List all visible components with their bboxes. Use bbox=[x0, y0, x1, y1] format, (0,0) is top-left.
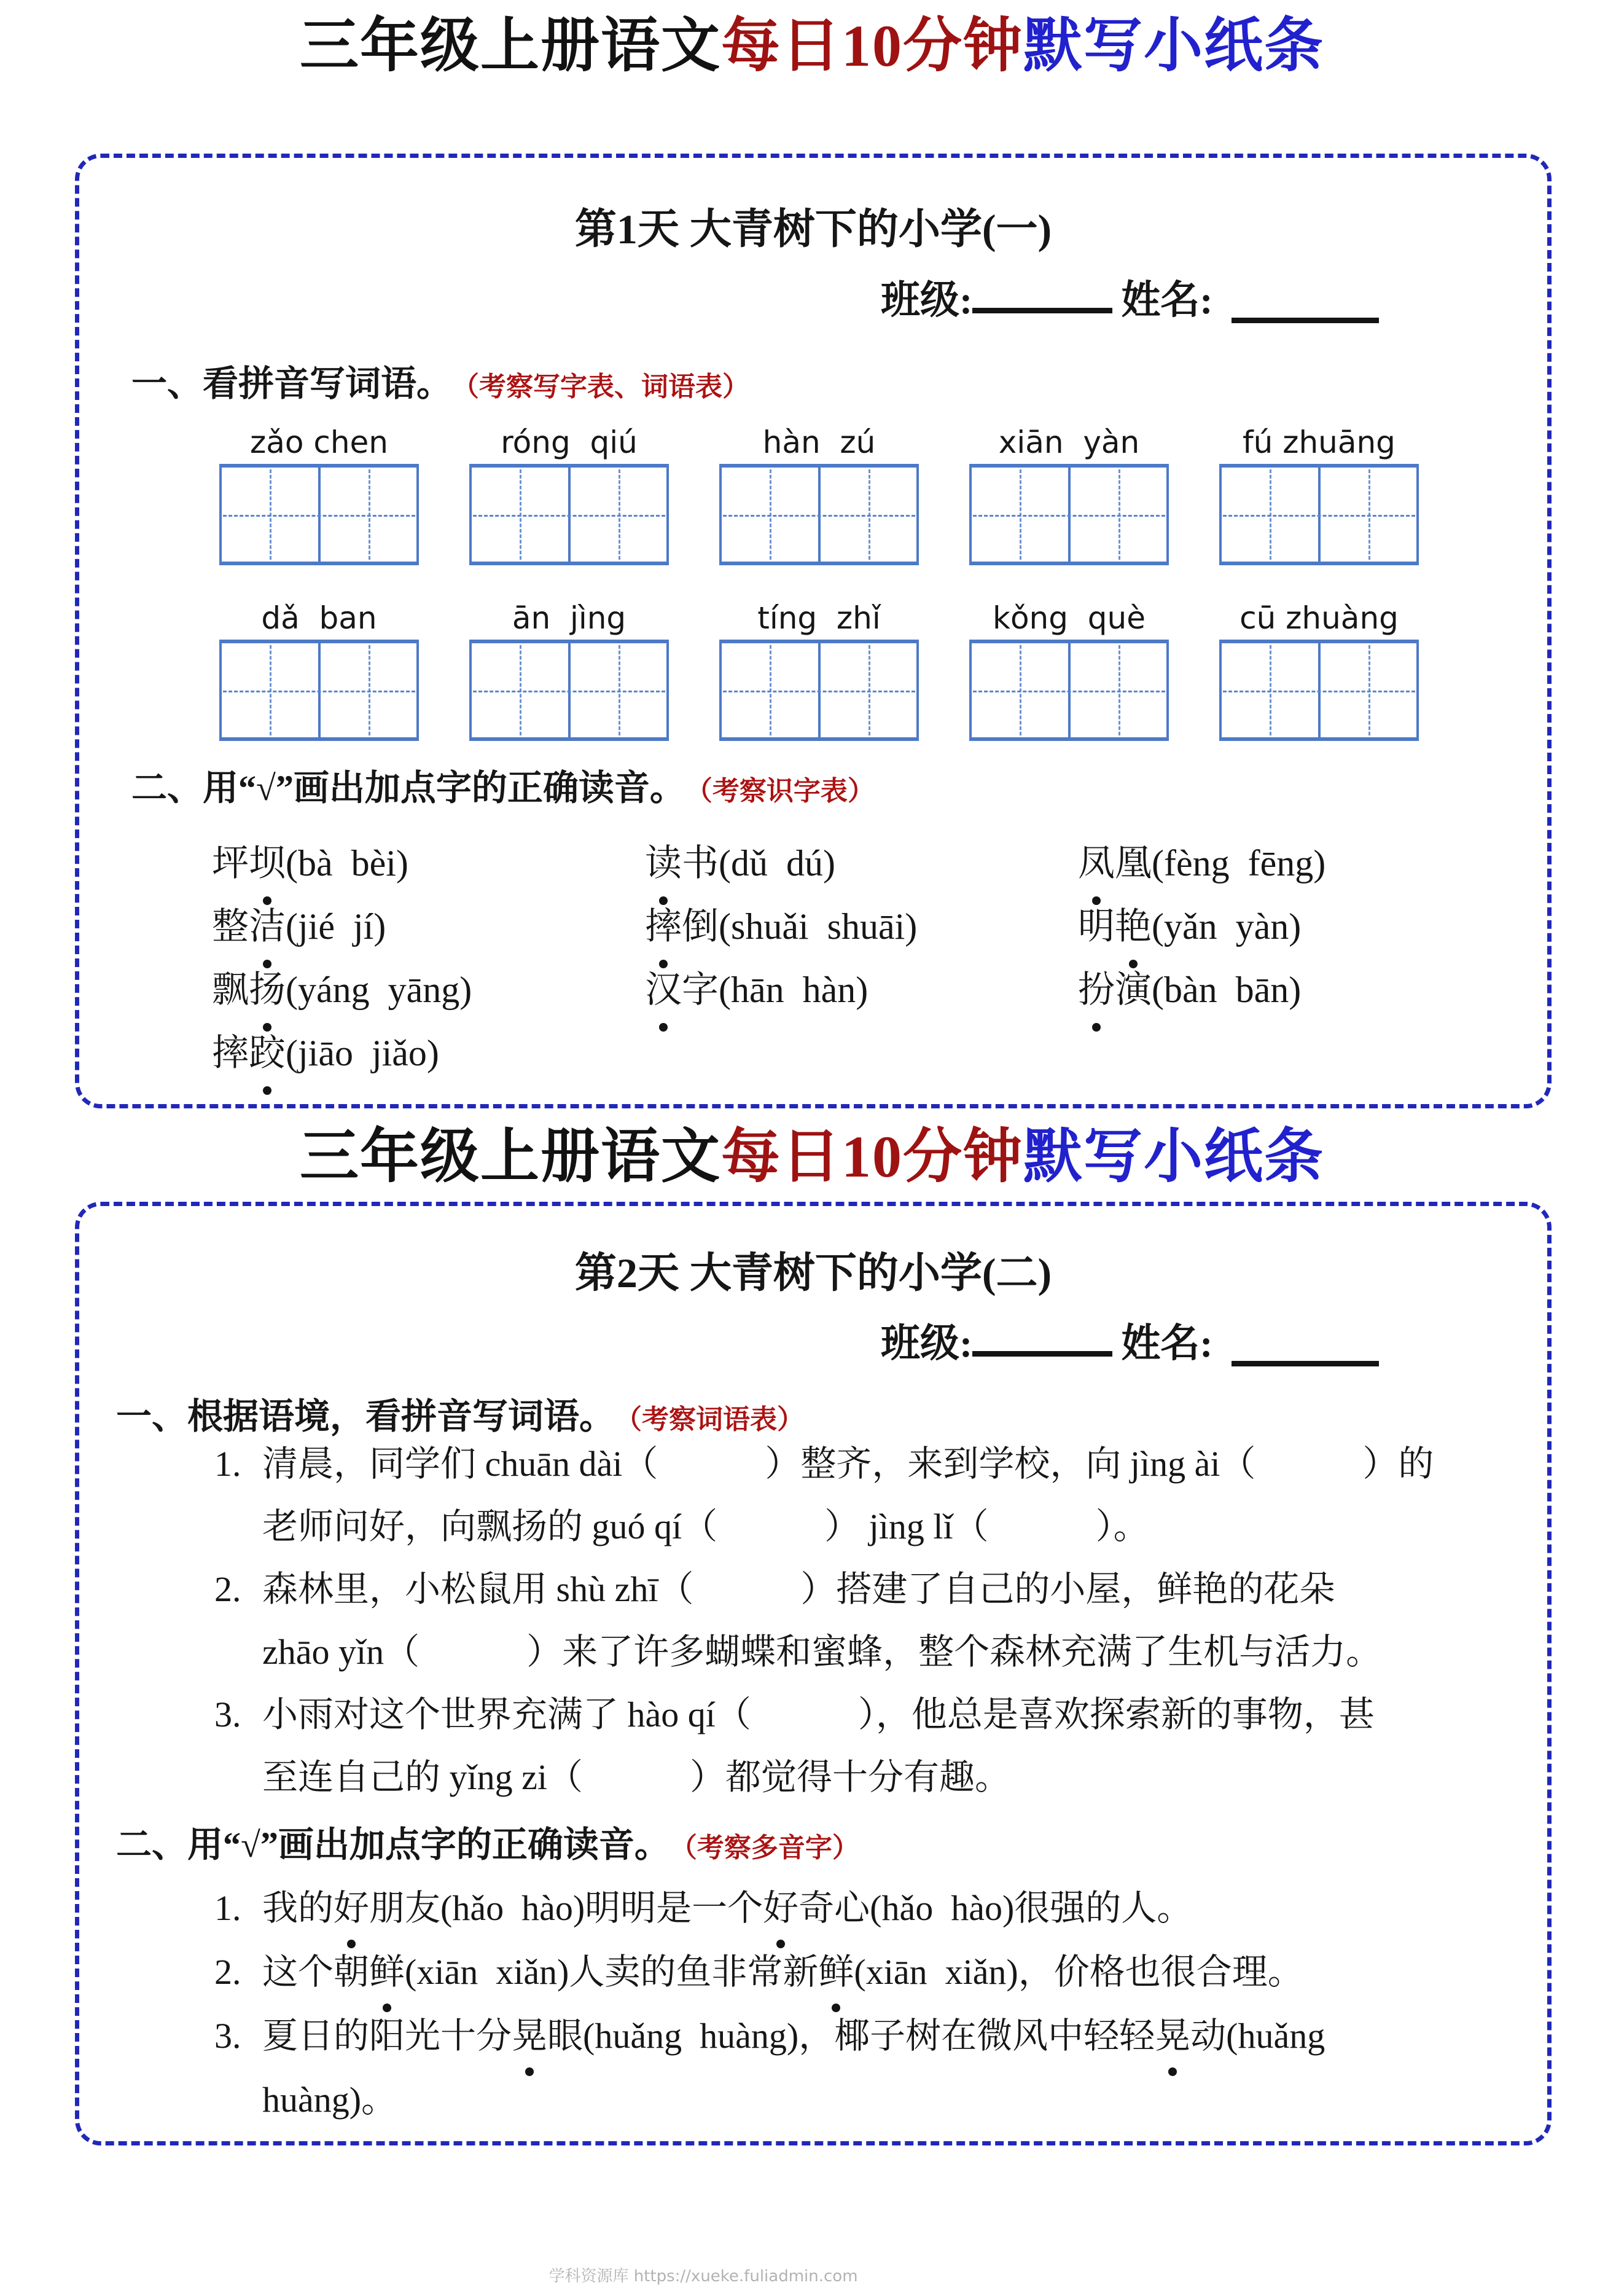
pinyin-label: zǎo chen bbox=[250, 425, 388, 460]
pronunciation-item bbox=[214, 2015, 1325, 2058]
writing-grid bbox=[219, 640, 419, 741]
page-title-1 bbox=[0, 14, 1624, 79]
tianzige-cell bbox=[472, 468, 568, 562]
word-pinyin-options: (yáng yāng) bbox=[286, 970, 472, 1010]
writing-grid bbox=[469, 640, 669, 741]
word-pinyin-options: 字(hān hàn) bbox=[682, 970, 869, 1010]
section2-heading: 二、用“√”画出加点字的正确读音。 bbox=[116, 1825, 670, 1865]
word-text: 明 bbox=[1078, 906, 1115, 947]
tianzige-cell bbox=[568, 468, 667, 562]
day1-word-items bbox=[212, 834, 1511, 1087]
writing-grid bbox=[969, 640, 1169, 741]
tianzige-cell bbox=[1222, 468, 1318, 562]
tianzige-cell bbox=[1222, 643, 1318, 737]
sentence-text: 至连自己的 yǐng zi（ ）都觉得十分有趣。 bbox=[262, 1757, 1010, 1797]
writing-grid bbox=[469, 464, 669, 565]
item-number: 2. bbox=[214, 1952, 241, 1992]
pinyin-label: xiān yàn bbox=[998, 425, 1140, 460]
dotted-char: 好 bbox=[763, 1887, 798, 1930]
section1-note: （考察词语表） bbox=[628, 1405, 805, 1435]
day1-section2-heading-row bbox=[131, 759, 875, 810]
writing-grid bbox=[1219, 464, 1419, 565]
worksheet-card-day2 bbox=[75, 1202, 1552, 2145]
sentence-text: 森林里，小松鼠用 shù zhī（ ）搭建了自己的小屋，鲜艳的花朵 bbox=[262, 1569, 1335, 1609]
dotted-char: 坝 bbox=[249, 834, 286, 887]
word-item bbox=[1078, 834, 1511, 897]
pinyin-group bbox=[719, 599, 919, 741]
worksheet-card-day1 bbox=[75, 154, 1552, 1108]
sentence-text: zhāo yǐn（ ）来了许多蝴蝶和蜜蜂，整个森林充满了生机与活力。 bbox=[262, 1632, 1382, 1672]
tianzige-cell bbox=[222, 468, 318, 562]
section2-heading: 二、用“√”画出加点字的正确读音。 bbox=[131, 768, 685, 808]
tianzige-cell bbox=[222, 643, 318, 737]
item-number: 1. bbox=[214, 1888, 241, 1928]
word-pinyin-options: 演(bàn bān) bbox=[1115, 970, 1302, 1010]
page-title-daily: 每日10分钟 bbox=[721, 1124, 1023, 1189]
day1-class-name-row bbox=[881, 268, 1379, 325]
tianzige-cell bbox=[472, 643, 568, 737]
word-pinyin-options: (jiāo jiǎo) bbox=[286, 1033, 439, 1073]
pronunciation-item bbox=[214, 1887, 1193, 1930]
pinyin-group bbox=[219, 599, 419, 741]
word-item bbox=[212, 897, 645, 960]
section1-note: （考察写字表、词语表） bbox=[466, 372, 750, 402]
word-item bbox=[212, 1024, 645, 1087]
class-label: 班级: bbox=[881, 1322, 973, 1365]
day2-title: 第2天 大青树下的小学(二) bbox=[574, 1250, 1052, 1296]
page-title-grade: 三年级上册语文 bbox=[300, 13, 721, 79]
word-pinyin-options: (yǎn yàn) bbox=[1152, 906, 1302, 947]
word-item bbox=[645, 897, 1078, 960]
item-text: (xiān xiǎn)人卖的鱼非常新 bbox=[405, 1952, 819, 1992]
pronunciation-item-continuation bbox=[262, 2079, 397, 2122]
pinyin-group bbox=[219, 423, 419, 565]
pinyin-grid-row-2 bbox=[219, 599, 1419, 741]
item-text: huàng)。 bbox=[262, 2080, 397, 2120]
word-item bbox=[1078, 960, 1511, 1024]
dotted-char: 洁 bbox=[249, 897, 286, 950]
pronunciation-item bbox=[214, 1951, 1303, 1994]
tianzige-cell bbox=[1068, 468, 1167, 562]
tianzige-cell bbox=[1068, 643, 1167, 737]
dotted-char: 晃 bbox=[1155, 2015, 1190, 2058]
dotted-char: 鲜 bbox=[818, 1951, 854, 1994]
page-title-dictation: 默写小纸条 bbox=[1023, 13, 1324, 79]
writing-grid bbox=[719, 464, 919, 565]
class-label: 班级: bbox=[881, 278, 973, 322]
pinyin-group bbox=[969, 599, 1169, 741]
pinyin-label: róng qiú bbox=[501, 425, 638, 460]
pinyin-group bbox=[469, 423, 669, 565]
item-text: 动(huǎng bbox=[1190, 2016, 1325, 2056]
writing-grid bbox=[719, 640, 919, 741]
sentence-line bbox=[214, 1568, 1335, 1611]
tianzige-cell bbox=[972, 468, 1068, 562]
item-text: (xiān xiǎn)，价格也很合理。 bbox=[854, 1952, 1303, 1992]
pinyin-label: ān jìng bbox=[512, 600, 627, 636]
dotted-char: 读 bbox=[645, 834, 682, 887]
page-title-daily: 每日10分钟 bbox=[721, 13, 1023, 79]
word-item bbox=[212, 960, 645, 1024]
item-text: 我的 bbox=[262, 1888, 334, 1928]
writing-grid bbox=[969, 464, 1169, 565]
word-pinyin-options: 倒(shuǎi shuāi) bbox=[682, 906, 918, 947]
pinyin-label: cū zhuàng bbox=[1239, 600, 1399, 636]
sentence-line bbox=[214, 1443, 1434, 1486]
dotted-char: 艳 bbox=[1115, 897, 1152, 950]
page-title-grade: 三年级上册语文 bbox=[300, 1124, 721, 1189]
section1-heading: 一、根据语境，看拼音写词语。 bbox=[116, 1397, 615, 1436]
dotted-char: 汉 bbox=[645, 960, 682, 1013]
word-pinyin-options: 凰(fèng fēng) bbox=[1115, 843, 1326, 884]
class-blank-line bbox=[972, 1318, 1112, 1357]
dotted-char: 好 bbox=[334, 1887, 369, 1930]
page-title-dictation: 默写小纸条 bbox=[1023, 1124, 1324, 1189]
word-pinyin-options: (jié jí) bbox=[286, 906, 386, 947]
page-title-2 bbox=[0, 1124, 1624, 1189]
item-text: 奇心(hǎo hào)很强的人。 bbox=[798, 1888, 1193, 1928]
class-blank-line bbox=[972, 275, 1112, 313]
sentence-text: 清晨，同学们 chuān dài（ ）整齐，来到学校，向 jìng ài（ ）的 bbox=[262, 1444, 1434, 1484]
tianzige-cell bbox=[568, 643, 667, 737]
dotted-char: 跤 bbox=[249, 1024, 286, 1076]
name-label: 姓名: bbox=[1121, 1322, 1213, 1365]
tianzige-cell bbox=[318, 643, 417, 737]
item-text: 朋友(hǎo hào)明明是一个 bbox=[369, 1888, 763, 1928]
word-text: 坪 bbox=[212, 843, 249, 884]
sentence-number: 3. bbox=[214, 1695, 241, 1734]
pinyin-grid-row-1 bbox=[219, 423, 1419, 565]
pinyin-label: dǎ ban bbox=[261, 600, 377, 636]
section2-note: （考察多音字） bbox=[683, 1833, 859, 1863]
day1-section1-heading-row bbox=[131, 355, 749, 406]
word-item bbox=[1078, 897, 1511, 960]
day2-section2-heading-row bbox=[116, 1816, 859, 1867]
sentence-text: 小雨对这个世界充满了 hào qí（ ），他总是喜欢探索新的事物，甚 bbox=[262, 1695, 1375, 1734]
name-label: 姓名: bbox=[1121, 278, 1213, 322]
word-text: 飘 bbox=[212, 970, 249, 1010]
dotted-char: 摔 bbox=[645, 897, 682, 950]
dotted-char: 鲜 bbox=[369, 1951, 405, 1994]
sentence-text: 老师问好，向飘扬的 guó qí（ ） jìng lǐ（ ）。 bbox=[262, 1507, 1149, 1546]
dotted-char: 晃 bbox=[512, 2015, 547, 2058]
word-pinyin-options: (bà bèi) bbox=[286, 843, 408, 884]
pinyin-label: kǒng què bbox=[993, 600, 1146, 636]
pinyin-label: tíng zhǐ bbox=[757, 600, 881, 636]
sentence-line bbox=[262, 1505, 1149, 1548]
day2-section1-heading-row bbox=[116, 1387, 804, 1439]
item-text: 眼(huǎng huàng)，椰子树在微风中轻轻 bbox=[547, 2016, 1155, 2056]
tianzige-cell bbox=[722, 643, 818, 737]
sentence-line bbox=[214, 1693, 1375, 1736]
tianzige-cell bbox=[972, 643, 1068, 737]
dotted-char: 凤 bbox=[1078, 834, 1115, 887]
word-pinyin-options: 书(dǔ dú) bbox=[682, 843, 835, 884]
tianzige-cell bbox=[1318, 643, 1417, 737]
writing-grid bbox=[1219, 640, 1419, 741]
tianzige-cell bbox=[722, 468, 818, 562]
pinyin-group bbox=[1219, 599, 1419, 741]
item-number: 3. bbox=[214, 2016, 241, 2056]
pinyin-group bbox=[969, 423, 1169, 565]
sentence-number: 2. bbox=[214, 1569, 241, 1609]
word-text: 摔 bbox=[212, 1033, 249, 1073]
section2-note: （考察识字表） bbox=[698, 776, 875, 806]
sentence-line bbox=[262, 1756, 1010, 1799]
word-item bbox=[212, 834, 645, 897]
dotted-char: 扮 bbox=[1078, 960, 1115, 1013]
watermark-text: 学科资源库 https://xueke.fuliadmin.com bbox=[548, 2267, 858, 2286]
item-text: 这个朝 bbox=[262, 1952, 370, 1992]
section1-heading: 一、看拼音写词语。 bbox=[131, 364, 453, 404]
tianzige-cell bbox=[318, 468, 417, 562]
pinyin-group bbox=[469, 599, 669, 741]
pinyin-group bbox=[719, 423, 919, 565]
day1-title: 第1天 大青树下的小学(一) bbox=[574, 206, 1052, 253]
dotted-char: 扬 bbox=[249, 960, 286, 1013]
name-blank-line bbox=[1232, 1328, 1379, 1366]
name-blank-line bbox=[1232, 284, 1379, 323]
tianzige-cell bbox=[818, 643, 917, 737]
pinyin-label: fú zhuāng bbox=[1243, 425, 1396, 460]
pinyin-label: hàn zú bbox=[762, 425, 876, 460]
word-item bbox=[645, 960, 1078, 1024]
tianzige-cell bbox=[818, 468, 917, 562]
day2-class-name-row bbox=[881, 1312, 1379, 1368]
pinyin-group bbox=[1219, 423, 1419, 565]
item-text: 夏日的阳光十分 bbox=[262, 2016, 512, 2056]
word-text: 整 bbox=[212, 906, 249, 947]
writing-grid bbox=[219, 464, 419, 565]
word-item bbox=[645, 834, 1078, 897]
tianzige-cell bbox=[1318, 468, 1417, 562]
sentence-line bbox=[262, 1631, 1381, 1674]
sentence-number: 1. bbox=[214, 1444, 241, 1484]
